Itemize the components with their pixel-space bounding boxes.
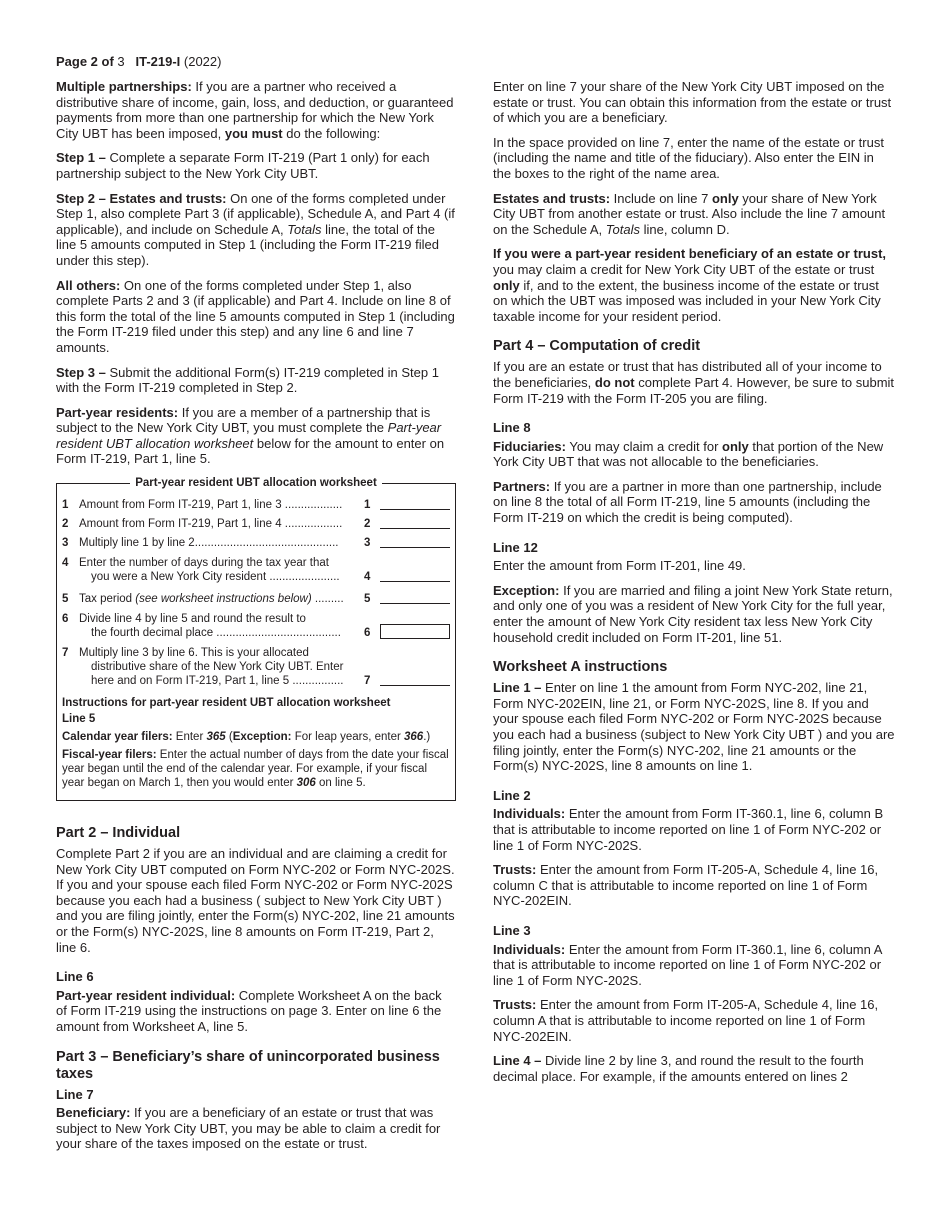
form-year: (2022) xyxy=(180,54,222,69)
allocation-worksheet xyxy=(56,477,456,801)
worksheet-a-heading: Worksheet A instructions xyxy=(493,659,668,676)
worksheet-row-1: 1 Amount from Form IT-219, Part 1, line 3 .................. 1 xyxy=(62,496,450,512)
worksheet-instructions-line5: Line 5 xyxy=(62,713,96,726)
step1-paragraph: Step 1 – Complete a separate Form IT-219 (Part 1 only) for each partnership subject to the New York City UBT. xyxy=(56,150,430,181)
worksheet-line-2-field[interactable] xyxy=(380,515,450,529)
estates-trusts-paragraph: Estates and trusts: Include on line 7 only your share of New York City UBT from another estate or trust. Also include the line 7 amount on the Schedule A, Totals line, column D. xyxy=(493,190,886,237)
exception-paragraph: Exception: If you are married and filing a joint New York State return, and only one of you was a resident of New York City for the full year, enter the amount of New York City resident tax less New York City household credit included on Form IT-201, line 51. xyxy=(493,582,893,645)
part4-paragraph: If you are an estate or trust that has distributed all of your income to the beneficiaries, do not complete Part 4. However, be sure to submit Form IT-219 with the Form IT-205 you are filing. xyxy=(493,359,895,406)
line3-heading: Line 3 xyxy=(493,922,531,938)
line2-heading: Line 2 xyxy=(493,787,531,803)
partners-paragraph: Partners: If you are a partner in more than one partnership, include on line 8 the total of all Form IT-219, line 5 amounts (including the Form IT-219 on which the credit is being computed). xyxy=(493,478,882,526)
line8-heading: Line 8 xyxy=(493,420,531,436)
part2-heading: Part 2 – Individual xyxy=(56,825,181,842)
line6-heading: Line 6 xyxy=(56,969,94,985)
worksheet-row-6: 6 Divide line 4 by line 5 and round the result to the fourth decimal place ....................................... 6 xyxy=(62,612,450,640)
multiple-partnerships-paragraph: Multiple partnerships: If you are a partner who received a distributive share of income, gain, loss, and deduction, or guaranteed payments from more than one partnership for which the New York City UBT has been imposed, you must do the following: xyxy=(56,79,454,141)
step3-paragraph: Step 3 – Submit the additional Form(s) IT-219 completed in Step 1 with the Form IT-219 completed in Step 2. xyxy=(56,364,439,396)
worksheet-line-5-field[interactable] xyxy=(380,590,450,604)
form-id: IT-219-I xyxy=(135,54,181,69)
worksheet-row-5: 5 Tax period (see worksheet instructions below) ......... 5 xyxy=(62,590,450,606)
page-label: Page 2 of xyxy=(56,54,114,69)
worksheet-line-6-box[interactable] xyxy=(380,624,450,639)
line3-trusts-paragraph: Trusts: Enter the amount from Form IT-205-A, Schedule 4, line 16, column A that is attributable to income reported on line 1 of Form NYC-202EIN. xyxy=(493,997,879,1044)
calendar-year-filers: Calendar year filers: Enter 365 (Exception: For leap years, enter 366.) xyxy=(62,731,431,744)
line7-name-paragraph: In the space provided on line 7, enter the name of the estate or trust (including the name and title of the fiduciary). Also enter the EIN in the boxes to the right of the name area. xyxy=(493,134,884,181)
line12-paragraph: Enter the amount from Form IT-201, line 49. xyxy=(493,558,746,574)
worksheet-title: Part-year resident UBT allocation worksheet xyxy=(130,477,382,489)
right-column xyxy=(493,79,895,1093)
fiscal-year-filers: Fiscal-year filers: Enter the actual number of days from the date your fiscal year began until the end of the calendar year. For example, if your fiscal year began on March 1, then you would enter 306 on line 5. xyxy=(62,749,449,790)
worksheet-row-7: 7 Multiply line 3 by line 6. This is your allocated distributive share of the New York City UBT. Enter here and on Form IT-219, Part 1, line 5 ................ 7 xyxy=(62,646,450,688)
left-column xyxy=(56,79,456,1161)
line7-paragraph: Beneficiary: If you are a beneficiary of an estate or trust that was subject to New York City UBT, you may be able to claim a credit for your share of the taxes imposed on the estate or trust. xyxy=(56,1105,441,1152)
line12-heading: Line 12 xyxy=(493,539,538,555)
worksheet-row-2: 2 Amount from Form IT-219, Part 1, line 4 .................. 2 xyxy=(62,515,450,531)
worksheet-line-7-field[interactable] xyxy=(380,672,450,686)
page-header xyxy=(56,54,221,70)
step2-paragraph: Step 2 – Estates and trusts: On one of the forms completed under Step 1, also complete Part 3 (if applicable), Schedule A, and Part 4 (if applicable), and include on Schedule A, Totals line, the total of the line 5 amounts computed in Step 1 (including the Form IT-219 filed under this step). xyxy=(56,190,455,268)
fiduciaries-paragraph: Fiduciaries: You may claim a credit for only that portion of the New York City UBT that was not allocable to the beneficiaries. xyxy=(493,438,884,470)
worksheet-instructions-title: Instructions for part-year resident UBT allocation worksheet xyxy=(62,697,391,710)
part4-heading: Part 4 – Computation of credit xyxy=(493,338,701,355)
line3-individuals-paragraph: Individuals: Enter the amount from Form IT-360.1, line 6, column A that is attributable to income reported on line 1 of Form NYC-202 or line 1 of Form NYC-202S. xyxy=(493,941,882,988)
part2-paragraph: Complete Part 2 if you are an individual and are claiming a credit for New York City UBT computed on Form NYC-202 or Form NYC-202S. If you and your spouse each filed Form NYC-202 or Form NYC-202S because you each had a business ( subject to New York City UBT ) and you are filing jointly, enter the Form(s) NYC-202, line 21 amounts or the Form(s) NYC-202S, line 8 amounts on Form IT-219, Part 2, line 6. xyxy=(56,846,455,955)
line2-individuals-paragraph: Individuals: Enter the amount from Form IT-360.1, line 6, column B that is attributable to income reported on line 1 of Form NYC-202 or line 1 of Form NYC-202S. xyxy=(493,806,884,853)
line6-paragraph: Part-year resident individual: Complete Worksheet A on the back of Form IT-219 using the instructions on page 3. Enter on line 6 the amount from Worksheet A, line 5. xyxy=(56,987,442,1034)
part-year-beneficiary-paragraph: If you were a part-year resident beneficiary of an estate or trust, you may claim a credit for New York City UBT of the estate or trust only if, and to the extent, the business income of the estate or trust on which the UBT was imposed was included in your New York City taxable income for your resident period. xyxy=(493,246,887,324)
worksheet-line-4-field[interactable] xyxy=(380,568,450,582)
worksheet-row-3: 3 Multiply line 1 by line 2............................................. 3 xyxy=(62,534,450,550)
line2-trusts-paragraph: Trusts: Enter the amount from Form IT-205-A, Schedule 4, line 16, column C that is attributable to income reported on line 1 of Form NYC-202EIN. xyxy=(493,862,879,909)
all-others-paragraph: All others: On one of the forms completed under Step 1, also complete Parts 2 and 3 (if applicable) and Part 4. Include on line 8 of this form the total of the line 5 amounts computed in Step 1 (including the Form IT-219 filed under this step) and any line 6 and line 7 amounts. xyxy=(56,277,455,355)
worksheet-line-1-field[interactable] xyxy=(380,496,450,510)
worksheet-row-4: 4 Enter the number of days during the tax year that you were a New York City resident ...................... 4 xyxy=(62,556,450,584)
part-year-residents-paragraph: Part-year residents: If you are a member of a partnership that is subject to the New York City UBT, you must complete the Part-year resident UBT allocation worksheet below for the amount to enter on Form IT-219, Part 1, line 5. xyxy=(56,404,445,467)
page-total: 3 xyxy=(113,54,125,69)
line7-share-paragraph: Enter on line 7 your share of the New York City UBT imposed on the estate or trust. You can obtain this information from the estate or trust of which you are a beneficiary. xyxy=(493,79,892,126)
worksheet-line-3-field[interactable] xyxy=(380,534,450,548)
worksheet-a-line1-paragraph: Line 1 – Enter on line 1 the amount from Form NYC-202, line 21, Form NYC-202EIN, line 21, or Form NYC-202S, line 8. If you and your spouse each filed Form NYC-202 or Form NYC-202S because you each had a business (subject to New York City UBT ) and you are filing jointly, enter the Form(s) NYC-202, line 21 amounts or the Form(s) NYC-202S, line 8 amounts on line 1. xyxy=(493,680,895,774)
part3-heading: Part 3 – Beneficiary’s share of unincorporated business taxes xyxy=(56,1048,440,1082)
line7-heading: Line 7 xyxy=(56,1086,94,1102)
line4-paragraph: Line 4 – Divide line 2 by line 3, and round the result to the fourth decimal place. For example, if the amounts entered on lines 2 xyxy=(493,1053,864,1084)
